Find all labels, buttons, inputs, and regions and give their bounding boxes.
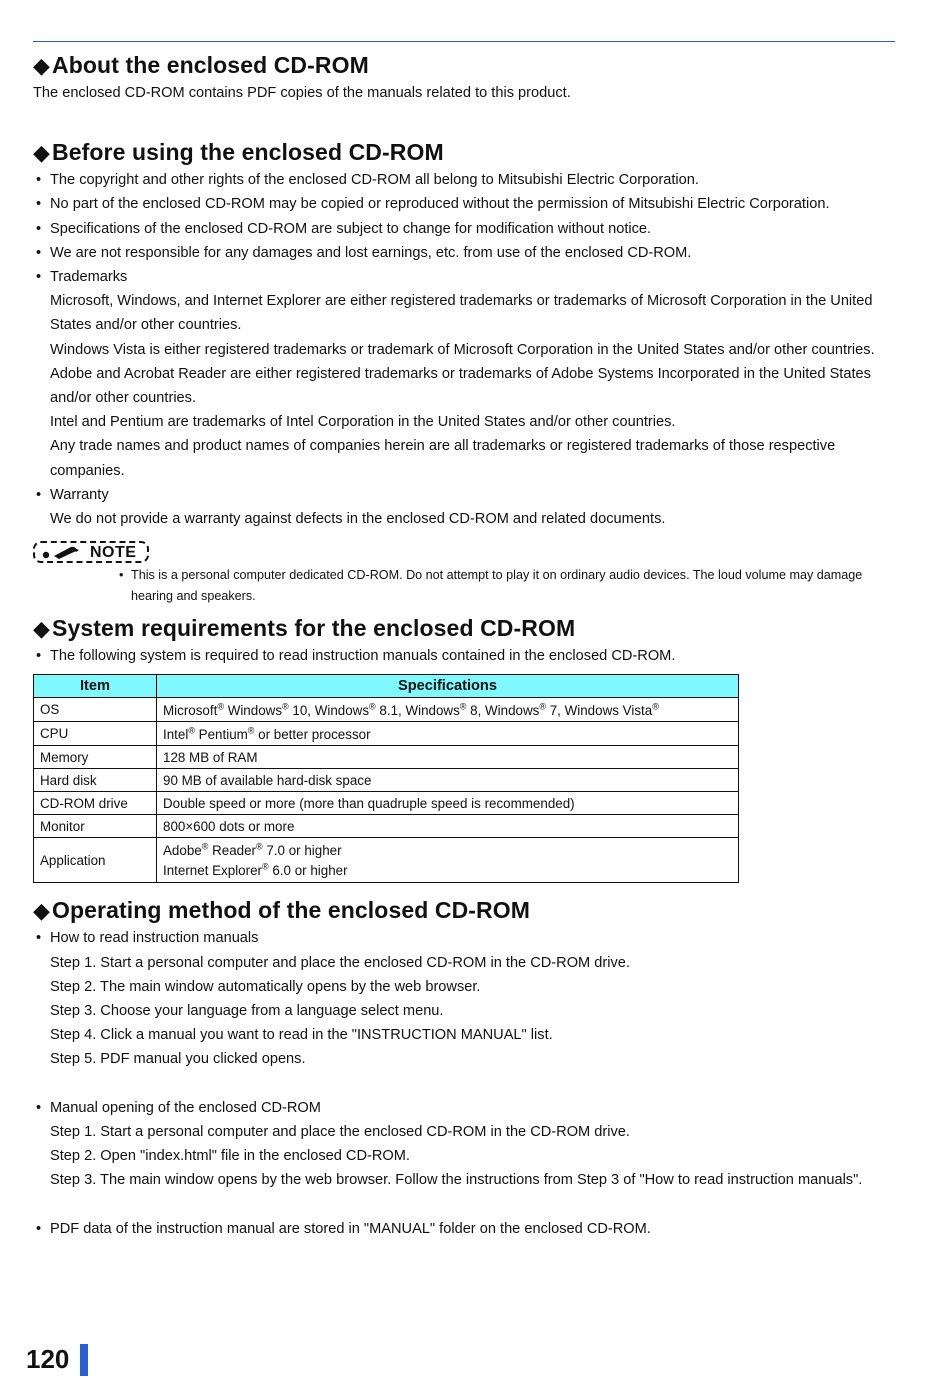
step-text: Step 5. PDF manual you clicked opens. — [50, 1051, 306, 1068]
about-text: The enclosed CD-ROM contains PDF copies of the manuals related to this product. — [33, 85, 571, 101]
heading-system: ◆System requirements for the enclosed CD-ROM — [33, 615, 576, 642]
pdf-list — [33, 1217, 895, 1241]
top-rule — [33, 41, 895, 42]
list-item: • No part of the enclosed CD-ROM may be copied or reproduced without the permission of Mitsubishi Electric Corporation. — [36, 196, 830, 213]
before-list — [33, 168, 895, 289]
system-list — [33, 644, 895, 668]
trademark-text: Windows Vista is either registered trademarks or trademark of Microsoft Corporation in the United States and/or other countries. — [50, 341, 875, 358]
list-item: • Trademarks — [36, 269, 128, 286]
step-text: Step 4. Click a manual you want to read in the "INSTRUCTION MANUAL" list. — [50, 1027, 553, 1044]
table-row: Hard disk 90 MB of available hard-disk space — [34, 769, 739, 792]
table-row: CD-ROM drive Double speed or more (more than quadruple speed is recommended) — [34, 792, 739, 815]
table-row: CPU Intel® Pentium® or better processor — [34, 722, 739, 746]
list-item: • The copyright and other rights of the enclosed CD-ROM all belong to Mitsubishi Electric Corporation. — [36, 172, 699, 189]
diamond-icon: ◆ — [33, 53, 51, 78]
diamond-icon: ◆ — [33, 616, 51, 642]
note-box — [33, 541, 895, 613]
list-item: • We are not responsible for any damages and lost earnings, etc. from use of the enclosed CD-ROM. — [36, 244, 692, 261]
system-requirements-table — [33, 674, 739, 883]
manual-list — [33, 1096, 895, 1120]
table-row: Memory 128 MB of RAM — [34, 746, 739, 769]
warranty-list — [33, 483, 895, 507]
list-item: • PDF data of the instruction manual are stored in "MANUAL" folder on the enclosed CD-ROM. — [36, 1220, 651, 1237]
page-number: 120 — [26, 1344, 70, 1374]
step-text: Step 1. Start a personal computer and place the enclosed CD-ROM in the CD-ROM drive. — [50, 954, 630, 971]
trademark-text: Intel and Pentium are trademarks of Intel Corporation in the United States and/or other countries. — [50, 414, 676, 431]
note-label: NOTE — [90, 544, 137, 562]
column-header: Item — [34, 675, 157, 698]
trademark-text: Adobe and Acrobat Reader are either registered trademarks or trademarks of Adobe Systems Incorporated in the United States and/or other countries. — [50, 365, 871, 407]
page-number-bar — [80, 1344, 88, 1376]
list-item: • How to read instruction manuals — [36, 930, 259, 947]
table-row: Application Adobe® Reader® 7.0 or higher Internet Explorer® 6.0 or higher — [34, 838, 739, 883]
step-text: Step 2. Open "index.html" file in the enclosed CD-ROM. — [50, 1148, 410, 1165]
table-header-row — [34, 675, 739, 698]
step-text: Step 2. The main window automatically opens by the web browser. — [50, 978, 481, 995]
diamond-icon: ◆ — [33, 898, 51, 924]
operating-list — [33, 926, 895, 950]
warranty-text: We do not provide a warranty against defects in the enclosed CD-ROM and related documents. — [50, 511, 666, 528]
table-row: OS Microsoft® Windows® 10, Windows® 8.1, Windows® 8, Windows® 7, Windows Vista® — [34, 698, 739, 722]
list-item: • The following system is required to read instruction manuals contained in the enclosed CD-ROM. — [36, 648, 676, 665]
diamond-icon: ◆ — [33, 140, 51, 166]
trademark-text: Microsoft, Windows, and Internet Explorer are either registered trademarks or trademarks of Microsoft Corporation in the United States and/or other countries. — [50, 293, 873, 334]
table-row: Monitor 800×600 dots or more — [34, 815, 739, 838]
page-content — [33, 50, 895, 1241]
heading-about: ◆About the enclosed CD-ROM — [33, 52, 369, 78]
list-item: • Warranty — [36, 486, 109, 503]
column-header: Specifications — [157, 675, 739, 698]
list-item: • Manual opening of the enclosed CD-ROM — [36, 1099, 321, 1116]
heading-operating: ◆Operating method of the enclosed CD-ROM — [33, 897, 531, 924]
step-text: Step 3. The main window opens by the web browser. Follow the instructions from Step 3 of "How to read instruction manuals". — [50, 1172, 863, 1189]
pencil-icon — [41, 544, 85, 560]
note-text: • This is a personal computer dedicated CD-ROM. Do not attempt to play it on ordinary audio devices. The loud volume may damage hearing and speakers. — [119, 568, 863, 604]
note-badge — [33, 541, 149, 563]
list-item: • Specifications of the enclosed CD-ROM are subject to change for modification without notice. — [36, 220, 652, 237]
heading-before: ◆Before using the enclosed CD-ROM — [33, 139, 444, 166]
step-text: Step 3. Choose your language from a language select menu. — [50, 1003, 444, 1020]
step-text: Step 1. Start a personal computer and place the enclosed CD-ROM in the CD-ROM drive. — [50, 1124, 630, 1141]
trademark-text: Any trade names and product names of companies herein are all trademarks or registered trademarks of those respective companies. — [50, 438, 836, 479]
